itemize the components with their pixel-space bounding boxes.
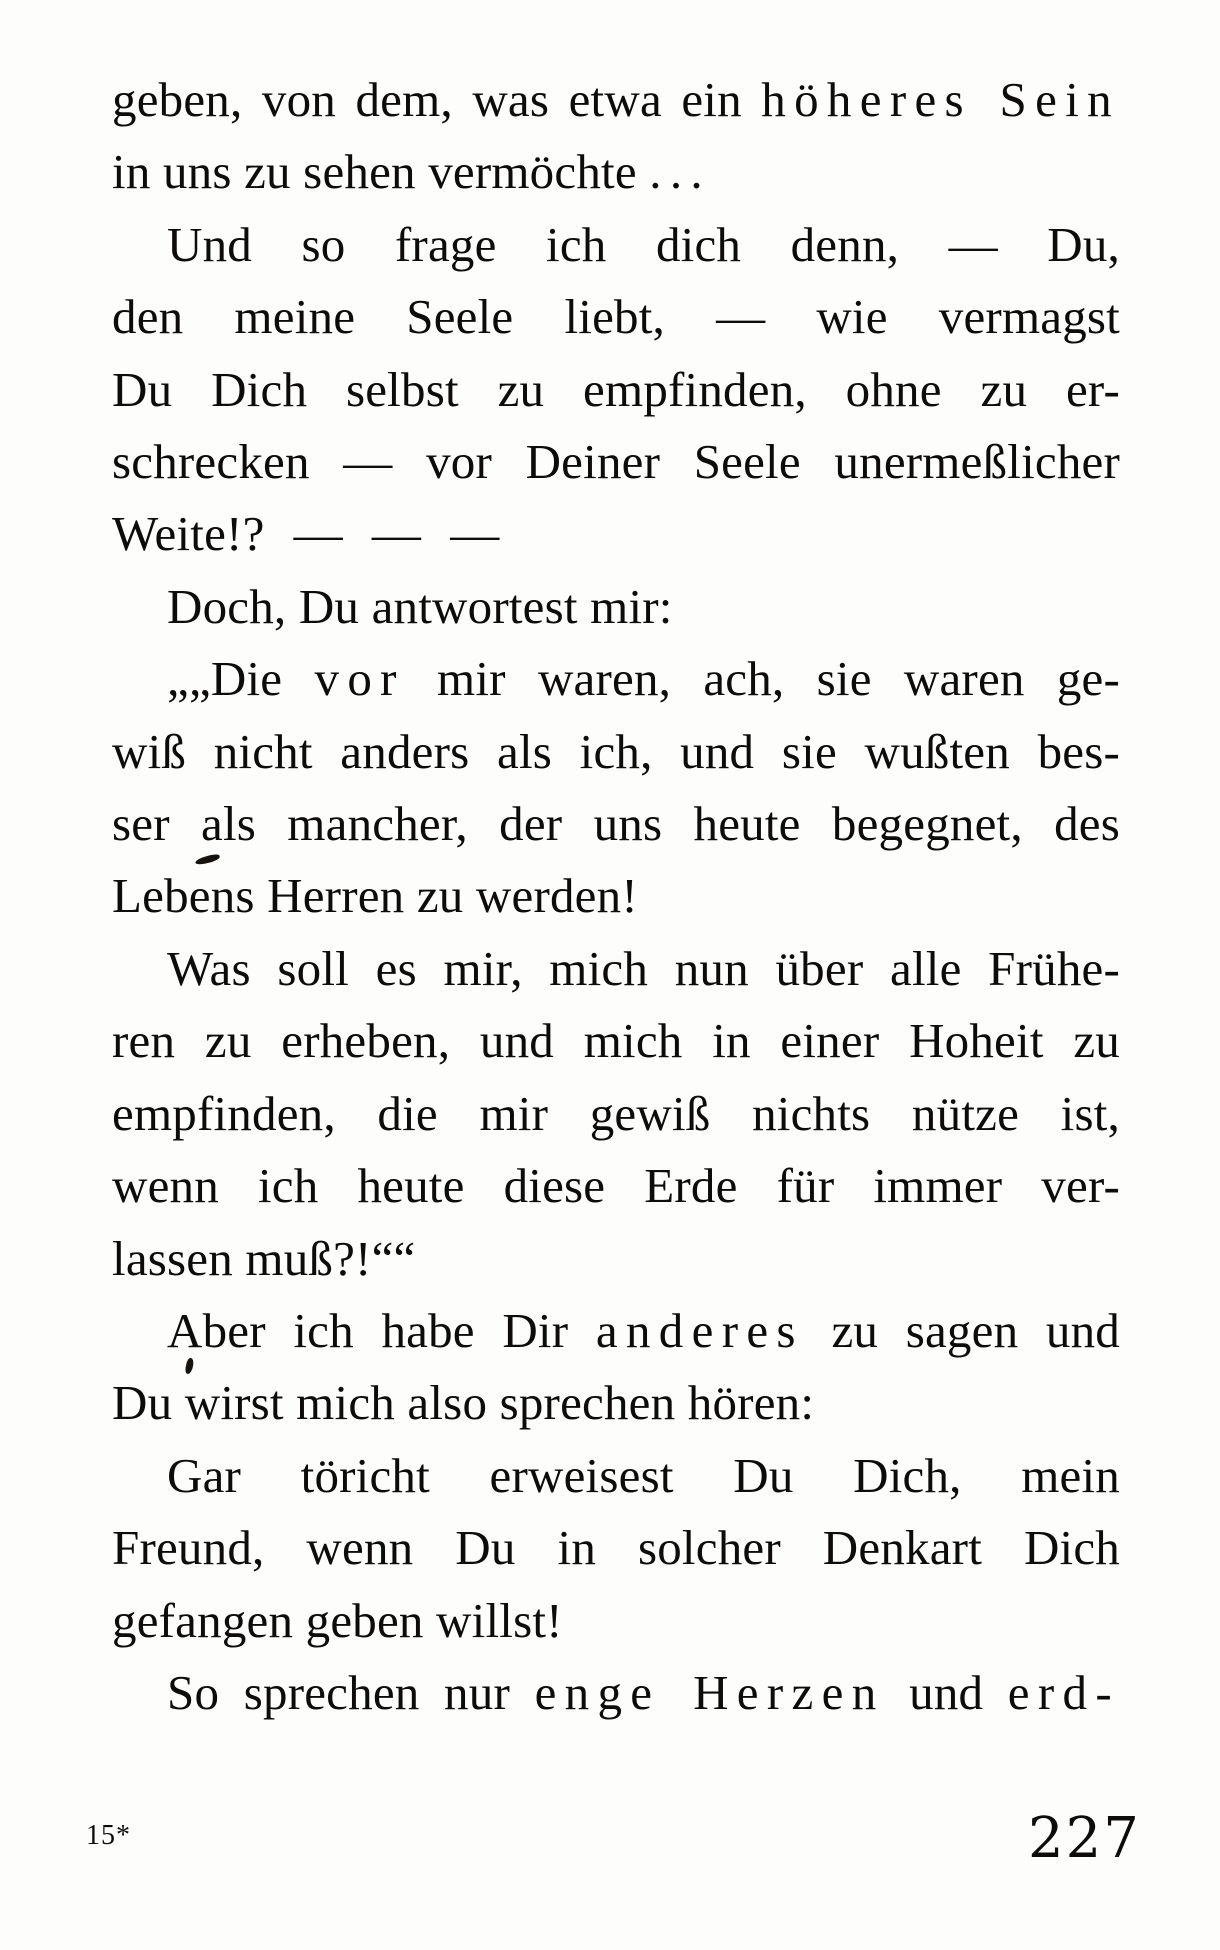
text-segment: mir waren, ach, sie waren ge- [404,651,1120,707]
text-segment: Aber ich habe Dir [167,1302,596,1358]
text-segment: lassen muß?!““ [112,1230,416,1286]
text-line-14 [112,1005,1120,1077]
text-line-9 [112,643,1120,715]
text-segment: den meine Seele liebt, — wie vermagst [112,289,1120,345]
text-segment: Lebens Herren zu werden! [112,868,638,924]
text-segment: schrecken — vor Deiner Seele unermeßlicher [112,434,1120,490]
letterspaced-phrase: erd- [1007,1664,1121,1720]
text-segment: in uns zu sehen vermöchte [112,144,650,200]
text-line-20 [112,1440,1120,1512]
text-segment: Was soll es mir, mich nun über alle Frühe- [167,940,1120,996]
text-line-8 [112,571,1120,643]
letterspaced-phrase: vor [314,651,405,707]
text-segment: wiß nicht anders als ich, und sie wußten bes- [112,723,1120,779]
text-segment: Gar töricht erweisest Du Dich, mein [167,1447,1120,1503]
text-line-12 [112,860,1120,932]
text-line-17 [112,1223,1120,1295]
text-segment: empfinden, die mir gewiß nichts nütze ist, [112,1085,1120,1141]
text-line-19 [112,1367,1120,1439]
text-segment: gefangen geben willst! [112,1592,563,1648]
text-line-18 [112,1295,1120,1367]
letterspaced-phrase: enge Herzen [534,1664,885,1720]
spaced-ellipsis: ... [649,144,711,200]
text-segment: Und so frage ich dich denn, — Du, [167,216,1120,272]
page-number: 227 [1028,1806,1141,1871]
text-segment: wenn ich heute diese Erde für immer ver- [112,1158,1120,1214]
text-segment: „„Die [167,651,315,707]
text-segment: Weite!? — — — [112,506,500,562]
text-line-2 [112,136,1120,208]
text-line-21 [112,1512,1120,1584]
page-text [112,64,1120,1729]
text-segment: So sprechen nur [167,1664,535,1720]
text-line-10 [112,716,1120,788]
signature-mark: 15* [86,1820,131,1851]
text-line-15 [112,1078,1120,1150]
text-line-1 [112,64,1120,136]
letterspaced-phrase: höheres Sein [761,72,1120,127]
text-segment: Doch, Du antwortest mir: [167,578,673,634]
text-line-16 [112,1150,1120,1222]
text-segment: Freund, wenn Du in solcher Denkart Dich [112,1520,1120,1576]
text-line-4 [112,281,1120,353]
text-segment: Du Dich selbst zu empfinden, ohne zu er- [112,361,1120,417]
text-line-7 [112,498,1120,570]
text-segment: geben, von dem, was etwa ein [112,72,762,127]
text-line-13 [112,933,1120,1005]
text-segment: Du wirst mich also sprechen hören: [112,1375,815,1431]
text-line-22 [112,1585,1120,1657]
text-line-3 [112,209,1120,281]
text-segment: ser als mancher, der uns heute begegnet, des [112,796,1120,852]
text-line-11 [112,788,1120,860]
text-segment: und [884,1664,1008,1720]
letterspaced-phrase: anderes [595,1302,804,1358]
text-line-5 [112,354,1120,426]
text-line-23 [112,1657,1120,1729]
text-segment: zu sagen und [803,1302,1120,1358]
text-line-6 [112,426,1120,498]
text-segment: ren zu erheben, und mich in einer Hoheit zu [112,1013,1120,1069]
